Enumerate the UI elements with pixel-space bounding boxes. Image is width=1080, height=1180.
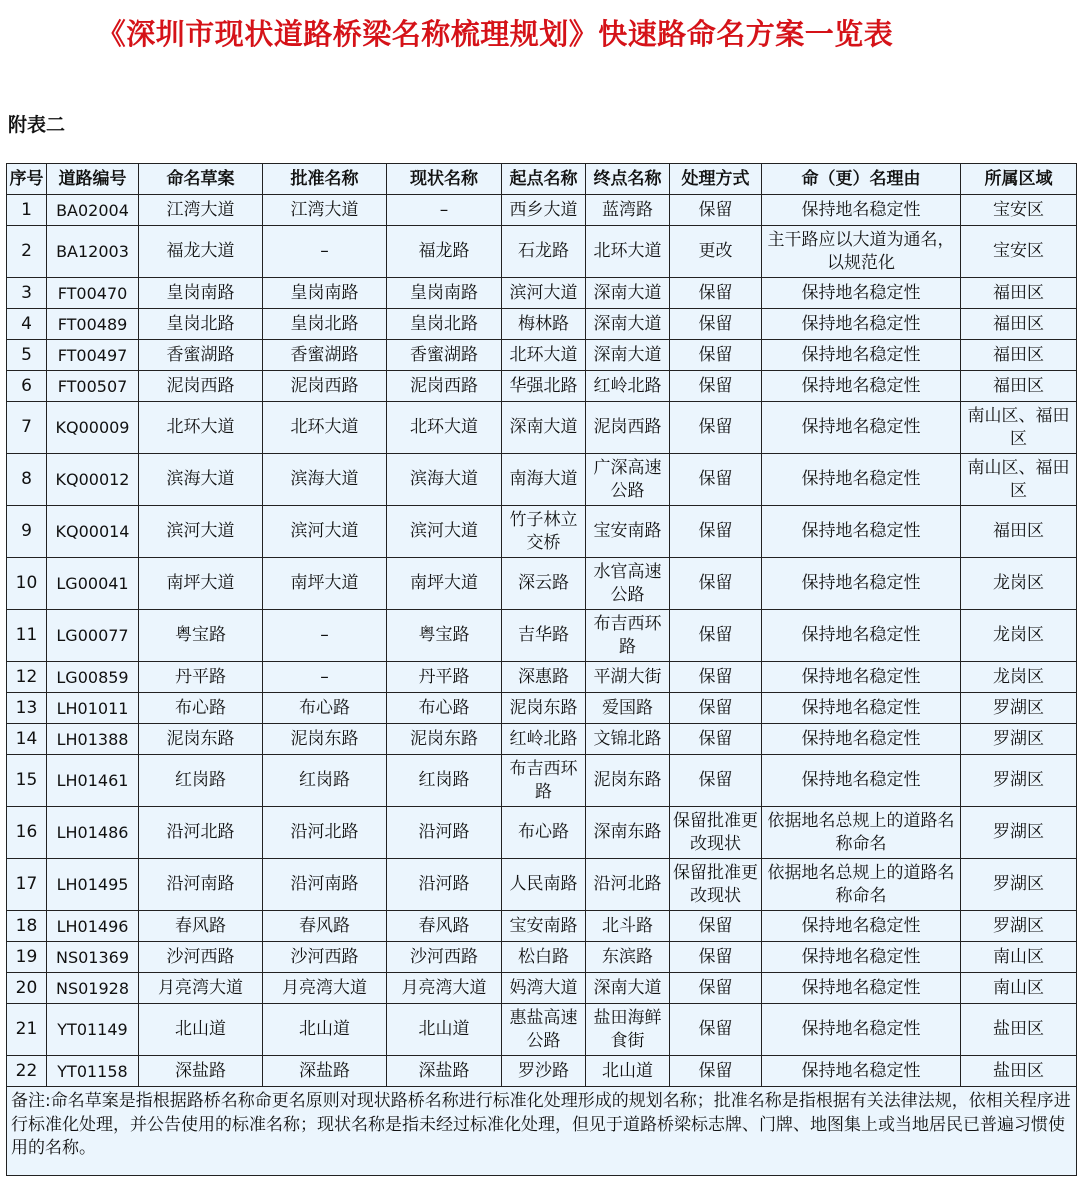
table-note-row <box>7 1087 1077 1176</box>
cell-current-name: 皇岗南路 <box>387 278 502 309</box>
table-row <box>7 942 1077 973</box>
cell-district: 福田区 <box>961 278 1077 309</box>
cell-road-code: LG00077 <box>47 610 139 662</box>
cell-road-code: YT01149 <box>47 1004 139 1056</box>
cell-reason: 保持地名稳定性 <box>762 755 961 807</box>
cell-approved-name: 月亮湾大道 <box>263 973 387 1004</box>
cell-end-point: 泥岗西路 <box>586 402 670 454</box>
cell-start-point: 深惠路 <box>502 662 586 693</box>
cell-start-point: 吉华路 <box>502 610 586 662</box>
cell-district: 南山区、福田区 <box>961 454 1077 506</box>
cell-reason: 依据地名总规上的道路名称命名 <box>762 807 961 859</box>
cell-current-name: 泥岗西路 <box>387 371 502 402</box>
cell-end-point: 深南大道 <box>586 973 670 1004</box>
cell-reason: 保持地名稳定性 <box>762 340 961 371</box>
cell-end-point: 盐田海鲜食街 <box>586 1004 670 1056</box>
cell-road-code: FT00497 <box>47 340 139 371</box>
cell-reason: 保持地名稳定性 <box>762 371 961 402</box>
cell-end-point: 沿河北路 <box>586 859 670 911</box>
table-row <box>7 402 1077 454</box>
cell-district: 罗湖区 <box>961 755 1077 807</box>
cell-reason: 保持地名稳定性 <box>762 1004 961 1056</box>
cell-draft-name: 滨海大道 <box>139 454 263 506</box>
cell-district: 盐田区 <box>961 1056 1077 1087</box>
cell-approved-name: 红岗路 <box>263 755 387 807</box>
cell-index: 21 <box>7 1004 47 1056</box>
cell-draft-name: 滨河大道 <box>139 506 263 558</box>
table-row <box>7 371 1077 402</box>
cell-district: 罗湖区 <box>961 724 1077 755</box>
cell-district: 罗湖区 <box>961 807 1077 859</box>
cell-district: 龙岗区 <box>961 662 1077 693</box>
cell-index: 13 <box>7 693 47 724</box>
cell-district: 福田区 <box>961 309 1077 340</box>
cell-index: 18 <box>7 911 47 942</box>
cell-handling: 保留 <box>670 558 762 610</box>
cell-district: 宝安区 <box>961 195 1077 226</box>
cell-handling: 保留批准更改现状 <box>670 807 762 859</box>
cell-approved-name: 皇岗南路 <box>263 278 387 309</box>
cell-index: 12 <box>7 662 47 693</box>
cell-road-code: KQ00014 <box>47 506 139 558</box>
cell-end-point: 东滨路 <box>586 942 670 973</box>
cell-handling: 保留 <box>670 942 762 973</box>
cell-reason: 保持地名稳定性 <box>762 454 961 506</box>
cell-start-point: 泥岗东路 <box>502 693 586 724</box>
cell-handling: 保留 <box>670 693 762 724</box>
cell-draft-name: 北环大道 <box>139 402 263 454</box>
cell-index: 20 <box>7 973 47 1004</box>
column-header-approved-name: 批准名称 <box>263 164 387 195</box>
cell-approved-name: 香蜜湖路 <box>263 340 387 371</box>
cell-current-name: 滨河大道 <box>387 506 502 558</box>
cell-draft-name: 粤宝路 <box>139 610 263 662</box>
cell-road-code: NS01928 <box>47 973 139 1004</box>
cell-start-point: 南海大道 <box>502 454 586 506</box>
column-header-reason: 命（更）名理由 <box>762 164 961 195</box>
cell-current-name: 红岗路 <box>387 755 502 807</box>
table-row <box>7 724 1077 755</box>
cell-reason: 保持地名稳定性 <box>762 610 961 662</box>
cell-district: 福田区 <box>961 371 1077 402</box>
cell-index: 8 <box>7 454 47 506</box>
cell-current-name: 布心路 <box>387 693 502 724</box>
cell-start-point: 人民南路 <box>502 859 586 911</box>
cell-handling: 保留 <box>670 371 762 402</box>
table-row <box>7 506 1077 558</box>
cell-approved-name: – <box>263 226 387 278</box>
cell-draft-name: 沿河南路 <box>139 859 263 911</box>
table-row <box>7 340 1077 371</box>
cell-index: 17 <box>7 859 47 911</box>
table-body <box>7 195 1077 1087</box>
cell-reason: 保持地名稳定性 <box>762 506 961 558</box>
cell-draft-name: 红岗路 <box>139 755 263 807</box>
cell-draft-name: 沿河北路 <box>139 807 263 859</box>
cell-end-point: 蓝湾路 <box>586 195 670 226</box>
cell-road-code: LG00859 <box>47 662 139 693</box>
cell-road-code: FT00470 <box>47 278 139 309</box>
cell-handling: 保留 <box>670 506 762 558</box>
cell-reason: 主干路应以大道为通名，以规范化 <box>762 226 961 278</box>
cell-approved-name: 皇岗北路 <box>263 309 387 340</box>
cell-reason: 保持地名稳定性 <box>762 942 961 973</box>
cell-approved-name: 深盐路 <box>263 1056 387 1087</box>
cell-draft-name: 沙河西路 <box>139 942 263 973</box>
column-header-draft-name: 命名草案 <box>139 164 263 195</box>
cell-end-point: 北斗路 <box>586 911 670 942</box>
page-title: 《深圳市现状道路桥梁名称梳理规划》快速路命名方案一览表 <box>96 17 894 51</box>
cell-district: 罗湖区 <box>961 859 1077 911</box>
cell-index: 3 <box>7 278 47 309</box>
table-row <box>7 278 1077 309</box>
cell-draft-name: 皇岗北路 <box>139 309 263 340</box>
cell-road-code: NS01369 <box>47 942 139 973</box>
cell-reason: 保持地名稳定性 <box>762 662 961 693</box>
cell-handling: 保留 <box>670 610 762 662</box>
cell-current-name: 月亮湾大道 <box>387 973 502 1004</box>
cell-end-point: 广深高速公路 <box>586 454 670 506</box>
cell-index: 7 <box>7 402 47 454</box>
cell-approved-name: 春风路 <box>263 911 387 942</box>
cell-reason: 保持地名稳定性 <box>762 309 961 340</box>
cell-reason: 依据地名总规上的道路名称命名 <box>762 859 961 911</box>
cell-approved-name: 沙河西路 <box>263 942 387 973</box>
cell-index: 2 <box>7 226 47 278</box>
cell-approved-name: 北山道 <box>263 1004 387 1056</box>
cell-current-name: 南坪大道 <box>387 558 502 610</box>
cell-start-point: 松白路 <box>502 942 586 973</box>
column-header-current-name: 现状名称 <box>387 164 502 195</box>
table-row <box>7 226 1077 278</box>
cell-current-name: 福龙路 <box>387 226 502 278</box>
cell-reason: 保持地名稳定性 <box>762 693 961 724</box>
cell-reason: 保持地名稳定性 <box>762 911 961 942</box>
cell-end-point: 深南大道 <box>586 278 670 309</box>
cell-index: 19 <box>7 942 47 973</box>
table-row <box>7 662 1077 693</box>
cell-approved-name: 滨海大道 <box>263 454 387 506</box>
cell-current-name: 沙河西路 <box>387 942 502 973</box>
cell-draft-name: 丹平路 <box>139 662 263 693</box>
table-row <box>7 309 1077 340</box>
cell-index: 4 <box>7 309 47 340</box>
table-row <box>7 454 1077 506</box>
cell-road-code: LG00041 <box>47 558 139 610</box>
cell-current-name: 沿河路 <box>387 807 502 859</box>
table-header-row <box>7 164 1077 195</box>
cell-district: 福田区 <box>961 506 1077 558</box>
cell-current-name: 沿河路 <box>387 859 502 911</box>
cell-approved-name: 沿河北路 <box>263 807 387 859</box>
table-row <box>7 755 1077 807</box>
cell-end-point: 深南大道 <box>586 340 670 371</box>
cell-approved-name: 江湾大道 <box>263 195 387 226</box>
cell-handling: 保留 <box>670 309 762 340</box>
cell-handling: 保留 <box>670 195 762 226</box>
cell-road-code: FT00507 <box>47 371 139 402</box>
cell-draft-name: 北山道 <box>139 1004 263 1056</box>
column-header-end-point: 终点名称 <box>586 164 670 195</box>
cell-draft-name: 布心路 <box>139 693 263 724</box>
cell-index: 1 <box>7 195 47 226</box>
cell-current-name: 深盐路 <box>387 1056 502 1087</box>
cell-start-point: 石龙路 <box>502 226 586 278</box>
cell-end-point: 深南东路 <box>586 807 670 859</box>
column-header-district: 所属区域 <box>961 164 1077 195</box>
cell-approved-name: 泥岗西路 <box>263 371 387 402</box>
cell-road-code: LH01388 <box>47 724 139 755</box>
cell-index: 15 <box>7 755 47 807</box>
cell-district: 龙岗区 <box>961 610 1077 662</box>
table-row <box>7 693 1077 724</box>
cell-road-code: YT01158 <box>47 1056 139 1087</box>
cell-current-name: 皇岗北路 <box>387 309 502 340</box>
cell-start-point: 竹子林立交桥 <box>502 506 586 558</box>
cell-road-code: KQ00009 <box>47 402 139 454</box>
cell-end-point: 文锦北路 <box>586 724 670 755</box>
cell-start-point: 北环大道 <box>502 340 586 371</box>
cell-end-point: 平湖大街 <box>586 662 670 693</box>
cell-handling: 保留 <box>670 340 762 371</box>
cell-road-code: LH01496 <box>47 911 139 942</box>
table-row <box>7 1004 1077 1056</box>
column-header-start-point: 起点名称 <box>502 164 586 195</box>
cell-approved-name: 布心路 <box>263 693 387 724</box>
cell-road-code: LH01486 <box>47 807 139 859</box>
cell-end-point: 泥岗东路 <box>586 755 670 807</box>
cell-start-point: 梅林路 <box>502 309 586 340</box>
table-row <box>7 1056 1077 1087</box>
cell-start-point: 惠盐高速公路 <box>502 1004 586 1056</box>
cell-reason: 保持地名稳定性 <box>762 1056 961 1087</box>
table-row <box>7 807 1077 859</box>
cell-start-point: 西乡大道 <box>502 195 586 226</box>
cell-reason: 保持地名稳定性 <box>762 724 961 755</box>
column-header-index: 序号 <box>7 164 47 195</box>
cell-start-point: 红岭北路 <box>502 724 586 755</box>
cell-district: 宝安区 <box>961 226 1077 278</box>
cell-approved-name: – <box>263 662 387 693</box>
cell-draft-name: 泥岗东路 <box>139 724 263 755</box>
cell-end-point: 深南大道 <box>586 309 670 340</box>
cell-start-point: 布吉西环路 <box>502 755 586 807</box>
cell-approved-name: 滨河大道 <box>263 506 387 558</box>
cell-current-name: 北环大道 <box>387 402 502 454</box>
cell-index: 10 <box>7 558 47 610</box>
cell-index: 11 <box>7 610 47 662</box>
appendix-label: 附表二 <box>8 114 66 136</box>
cell-index: 6 <box>7 371 47 402</box>
cell-district: 罗湖区 <box>961 911 1077 942</box>
cell-draft-name: 香蜜湖路 <box>139 340 263 371</box>
cell-handling: 保留 <box>670 911 762 942</box>
cell-index: 16 <box>7 807 47 859</box>
cell-index: 14 <box>7 724 47 755</box>
cell-start-point: 华强北路 <box>502 371 586 402</box>
cell-start-point: 布心路 <box>502 807 586 859</box>
cell-start-point: 罗沙路 <box>502 1056 586 1087</box>
cell-district: 南山区、福田区 <box>961 402 1077 454</box>
cell-reason: 保持地名稳定性 <box>762 558 961 610</box>
cell-district: 南山区 <box>961 973 1077 1004</box>
cell-road-code: LH01495 <box>47 859 139 911</box>
column-header-road-code: 道路编号 <box>47 164 139 195</box>
cell-end-point: 北环大道 <box>586 226 670 278</box>
cell-reason: 保持地名稳定性 <box>762 402 961 454</box>
table-row <box>7 610 1077 662</box>
cell-draft-name: 南坪大道 <box>139 558 263 610</box>
cell-end-point: 布吉西环路 <box>586 610 670 662</box>
cell-current-name: 香蜜湖路 <box>387 340 502 371</box>
cell-reason: 保持地名稳定性 <box>762 278 961 309</box>
cell-current-name: 泥岗东路 <box>387 724 502 755</box>
cell-district: 福田区 <box>961 340 1077 371</box>
cell-reason: 保持地名稳定性 <box>762 195 961 226</box>
cell-approved-name: 北环大道 <box>263 402 387 454</box>
cell-road-code: FT00489 <box>47 309 139 340</box>
cell-draft-name: 江湾大道 <box>139 195 263 226</box>
table-row <box>7 558 1077 610</box>
cell-index: 5 <box>7 340 47 371</box>
road-naming-table <box>6 163 1077 1176</box>
table-row <box>7 859 1077 911</box>
cell-draft-name: 泥岗西路 <box>139 371 263 402</box>
cell-district: 南山区 <box>961 942 1077 973</box>
cell-current-name: – <box>387 195 502 226</box>
cell-end-point: 北山道 <box>586 1056 670 1087</box>
cell-current-name: 春风路 <box>387 911 502 942</box>
cell-start-point: 深南大道 <box>502 402 586 454</box>
cell-end-point: 水官高速公路 <box>586 558 670 610</box>
cell-handling: 保留 <box>670 454 762 506</box>
cell-start-point: 滨河大道 <box>502 278 586 309</box>
cell-approved-name: – <box>263 610 387 662</box>
cell-road-code: LH01011 <box>47 693 139 724</box>
cell-draft-name: 春风路 <box>139 911 263 942</box>
cell-road-code: BA12003 <box>47 226 139 278</box>
cell-index: 9 <box>7 506 47 558</box>
cell-start-point: 深云路 <box>502 558 586 610</box>
table-note: 备注:命名草案是指根据路桥名称命更名原则对现状路桥名称进行标准化处理形成的规划名称；批准名称是指根据有关法律法规，依相关程序进行标准化处理，并公告使用的标准名称；现状名称是指未经过标准化处理，但见于道路桥梁标志牌、门牌、地图集上或当地居民已普遍习惯使用的名称。 <box>7 1087 1077 1176</box>
cell-draft-name: 福龙大道 <box>139 226 263 278</box>
cell-handling: 保留 <box>670 278 762 309</box>
cell-current-name: 北山道 <box>387 1004 502 1056</box>
table-row <box>7 195 1077 226</box>
cell-handling: 保留 <box>670 402 762 454</box>
cell-handling: 保留 <box>670 1056 762 1087</box>
cell-district: 罗湖区 <box>961 693 1077 724</box>
cell-draft-name: 月亮湾大道 <box>139 973 263 1004</box>
cell-end-point: 爱国路 <box>586 693 670 724</box>
cell-current-name: 滨海大道 <box>387 454 502 506</box>
cell-current-name: 粤宝路 <box>387 610 502 662</box>
cell-handling: 保留 <box>670 973 762 1004</box>
cell-handling: 保留 <box>670 1004 762 1056</box>
cell-handling: 更改 <box>670 226 762 278</box>
cell-start-point: 妈湾大道 <box>502 973 586 1004</box>
column-header-handling: 处理方式 <box>670 164 762 195</box>
table-row <box>7 911 1077 942</box>
cell-draft-name: 皇岗南路 <box>139 278 263 309</box>
cell-road-code: LH01461 <box>47 755 139 807</box>
cell-approved-name: 泥岗东路 <box>263 724 387 755</box>
cell-handling: 保留 <box>670 662 762 693</box>
cell-district: 盐田区 <box>961 1004 1077 1056</box>
cell-road-code: KQ00012 <box>47 454 139 506</box>
cell-current-name: 丹平路 <box>387 662 502 693</box>
cell-reason: 保持地名稳定性 <box>762 973 961 1004</box>
cell-index: 22 <box>7 1056 47 1087</box>
cell-approved-name: 沿河南路 <box>263 859 387 911</box>
cell-handling: 保留 <box>670 724 762 755</box>
cell-start-point: 宝安南路 <box>502 911 586 942</box>
cell-handling: 保留批准更改现状 <box>670 859 762 911</box>
cell-road-code: BA02004 <box>47 195 139 226</box>
cell-district: 龙岗区 <box>961 558 1077 610</box>
cell-handling: 保留 <box>670 755 762 807</box>
cell-end-point: 红岭北路 <box>586 371 670 402</box>
cell-end-point: 宝安南路 <box>586 506 670 558</box>
cell-approved-name: 南坪大道 <box>263 558 387 610</box>
cell-draft-name: 深盐路 <box>139 1056 263 1087</box>
table-row <box>7 973 1077 1004</box>
